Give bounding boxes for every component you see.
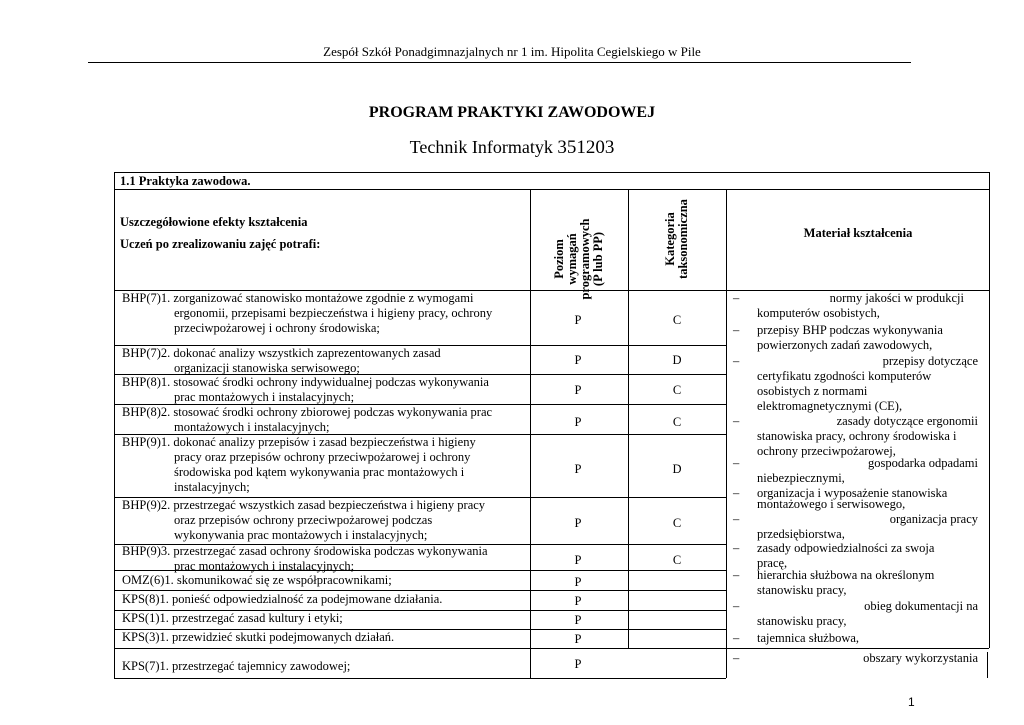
table-row [122,498,522,543]
row-kategoria: D [672,462,682,476]
material-line: obieg dokumentacji na [864,599,978,613]
row-line: BHP(9)1. dokonać analizy przepisów i zasad bezpieczeństwa i higieny [122,435,476,449]
material-line: osobistych z normami [757,384,868,398]
header-poziom-line: programowych [578,218,592,300]
table-border-right [987,652,988,678]
material-line: stanowisku pracy, [757,614,847,628]
material-line: stanowiska pracy, ochrony środowiska i [757,429,957,443]
material-item [733,291,978,321]
row-line: prac montażowych i instalacyjnych; [174,559,355,573]
material-line: organizacja pracy [889,512,978,526]
row-poziom: P [574,516,582,530]
row-line: KPS(7)1. przestrzegać tajemnicy zawodowej; [122,659,351,673]
material-item [733,414,978,459]
table-col-divider [628,189,629,648]
row-line: ergonomii, przepisami bezpieczeństwa i higieny pracy, ochrony [174,306,493,320]
material-line: elektromagnetycznymi (CE), [757,399,903,413]
table-row [122,375,522,405]
material-line: gospodarka odpadami [867,456,978,470]
table-divider [114,189,989,190]
header-kategoria [664,180,690,298]
bullet-dash: – [733,599,740,613]
row-line: KPS(1)1. przestrzegać zasad kultury i etyki; [122,611,343,625]
row-kategoria: C [672,313,682,327]
material-line: stanowisku pracy, [757,583,847,597]
document-title: PROGRAM PRAKTYKI ZAWODOWEJ [368,104,656,121]
material-line: zasady dotyczące ergonomii [836,414,978,428]
row-poziom: P [574,313,582,327]
material-line: organizacja i wyposażenie stanowiska [757,486,948,500]
bullet-dash: – [733,631,740,645]
header-effects-line: Uszczegółowione efekty kształcenia [120,215,308,229]
bullet-dash: – [733,414,740,428]
header-poziom-line: (P lub PP) [591,231,605,287]
table-border-top [114,172,989,173]
material-line: ochrony przeciwpożarowej, [757,444,896,458]
row-poziom: P [574,415,582,429]
material-line: montażowego i serwisowego, [757,497,906,511]
table-border-bottom [114,678,726,679]
table-divider [114,648,726,649]
row-line: oraz przepisów ochrony przeciwpożarowej podczas [174,513,433,527]
material-item [733,599,978,629]
row-poziom: P [574,613,582,627]
row-line: montażowych i instalacyjnych; [174,420,330,434]
material-line: pracę, [757,556,788,570]
bullet-dash: – [733,512,740,526]
bullet-dash: – [733,291,740,305]
bullet-dash: – [733,354,740,368]
bullet-dash: – [733,541,740,555]
subtitle-code: 351203 [557,137,615,158]
material-line: tajemnica służbowa, [757,631,860,645]
header-kategoria-line: Kategoria [663,212,677,266]
header-poziom-line: wymagań [565,233,579,285]
bullet-dash: – [733,323,740,337]
table-divider [114,590,726,591]
row-line: BHP(9)2. przestrzegać wszystkich zasad bezpieczeństwa i higieny pracy [122,498,486,512]
material-item [733,568,978,598]
row-line: BHP(7)1. zorganizować stanowisko montażowe zgodnie z wymogami [122,291,474,305]
material-item [733,651,978,666]
row-line: KPS(3)1. przewidzieć skutki podejmowanych działań. [122,630,395,644]
material-item [733,541,978,571]
material-item [733,631,978,646]
row-line: organizacji stanowiska serwisowego; [174,361,360,375]
material-line: certyfikatu zgodności komputerów [757,369,932,383]
row-line: instalacyjnych; [174,480,250,494]
row-line: wykonywania prac montażowych i instalacyjnych; [174,528,428,542]
subtitle-text: Technik Informatyk [409,137,553,157]
material-line: hierarchia służbowa na określonym [757,568,935,582]
row-line: prac montażowych i instalacyjnych; [174,390,355,404]
row-line: KPS(8)1. ponieść odpowiedzialność za podejmowane działania. [122,592,443,606]
material-line: niebezpiecznymi, [757,471,845,485]
row-poziom: P [574,594,582,608]
table-col-divider [726,189,727,678]
row-poziom: P [574,553,582,567]
table-row [122,405,522,435]
material-line: powierzonych zadań zawodowych, [757,338,933,352]
document-subtitle [0,137,1024,159]
material-item [733,354,978,414]
row-line: BHP(7)2. dokonać analizy wszystkich zaprezentowanych zasad [122,346,441,360]
material-item [733,456,978,486]
table-row [122,592,522,607]
table-border-right [989,172,990,648]
row-line: pracy oraz przepisów ochrony przeciwpożarowej i ochrony [174,450,471,464]
header-poziom-line: Poziom [552,239,566,279]
table-row [122,291,522,336]
row-poziom: P [574,632,582,646]
bullet-dash: – [733,568,740,582]
table-divider [726,648,989,649]
row-poziom: P [574,657,582,671]
row-kategoria: D [672,353,682,367]
material-line: przepisy dotyczące [882,354,978,368]
material-item [733,512,978,542]
row-line: OMZ(6)1. skomunikować się ze współpracownikami; [122,573,392,587]
table-border-left [114,172,115,678]
header-effects [120,211,320,255]
table-row [122,573,522,588]
table-row [122,630,522,645]
row-line: przeciwpożarowej i ochrony środowiska; [174,321,380,335]
material-line: zasady odpowiedzialności za swoja [757,541,935,555]
bullet-dash: – [733,486,740,500]
school-name: Zespół Szkół Ponadgimnazjalnych nr 1 im. Hipolita Cegielskiego w Pile [323,44,701,59]
table-row [122,659,522,674]
row-kategoria: C [672,383,682,397]
bullet-dash: – [733,456,740,470]
table-row [122,346,522,376]
row-line: środowiska pod kątem wykonywania prac montażowych i [174,465,465,479]
header-poziom [553,200,605,318]
bullet-dash: – [733,651,740,665]
page-number: 1 [908,695,915,709]
row-line: BHP(8)1. stosować środki ochrony indywidualnej podczas wykonywania [122,375,489,389]
material-line: komputerów osobistych, [757,306,880,320]
material-item [733,323,978,353]
row-kategoria: C [672,553,682,567]
table-row [122,611,522,626]
row-poziom: P [574,383,582,397]
row-poziom: P [574,575,582,589]
table-col-divider [530,189,531,678]
row-line: BHP(8)2. stosować środki ochrony zbiorowej podczas wykonywania prac [122,405,493,419]
header-kategoria-line: taksonomiczna [676,199,690,279]
row-poziom: P [574,462,582,476]
material-line: przedsiębiorstwa, [757,527,845,541]
row-kategoria: C [672,516,682,530]
header-effects-line: Uczeń po zrealizowaniu zajęć potrafi: [120,237,321,251]
table-row [122,435,522,495]
material-line: normy jakości w produkcji [829,291,964,305]
header-material: Materiał kształcenia [803,226,913,240]
row-kategoria: C [672,415,682,429]
material-line: przepisy BHP podczas wykonywania [757,323,943,337]
material-line: obszary wykorzystania [863,651,978,665]
row-line: BHP(9)3. przestrzegać zasad ochrony środowiska podczas wykonywania [122,544,488,558]
row-poziom: P [574,353,582,367]
table-row [122,544,522,574]
material-item [733,486,978,512]
header-divider [88,62,911,63]
section-label: 1.1 Praktyka zawodowa. [120,174,251,188]
